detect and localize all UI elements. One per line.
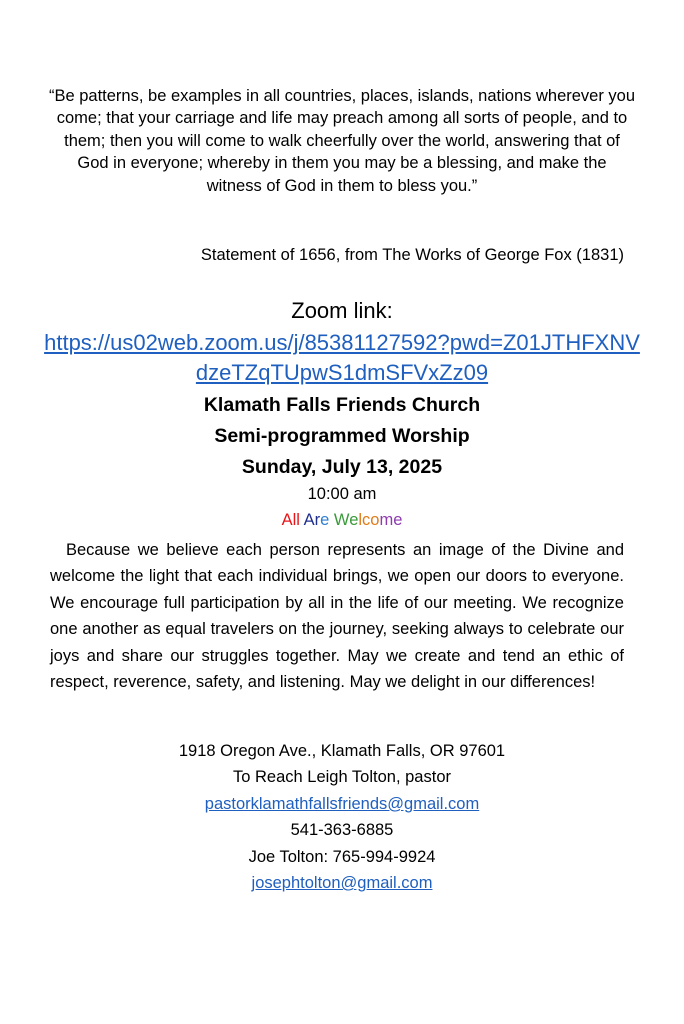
welcome-letter: W: [333, 511, 350, 529]
welcome-letter: e: [393, 511, 403, 529]
contact-block: [0, 738, 684, 896]
zoom-label: Zoom link:: [291, 298, 393, 323]
pastor-phone: 541-363-6885: [290, 821, 394, 840]
welcome-letter: A: [303, 511, 315, 529]
service-time: 10:00 am: [307, 485, 377, 503]
service-date: Sunday, July 13, 2025: [241, 456, 443, 478]
zoom-link[interactable]: https://us02web.zoom.us/j/85381127592?pwd=Z01JTHFXNVdzeTZqTUpwS1dmSFVxZz09: [44, 330, 640, 385]
service-type: Semi-programmed Worship: [214, 425, 470, 447]
welcome-letter: l: [292, 511, 297, 529]
welcome-banner: [0, 509, 684, 531]
pastor-line: To Reach Leigh Tolton, pastor: [232, 768, 451, 787]
welcome-letter: l: [358, 511, 363, 529]
address: 1918 Oregon Ave., Klamath Falls, OR 97601: [178, 742, 506, 760]
welcome-letter: m: [379, 511, 394, 529]
welcome-statement: Because we believe each person represents an image of the Divine and welcome the light that each individual brings, we open our doors to everyone. We encourage full participation by all in the life of our meeting. We recognize one another as equal travelers on the journey, seeking always to celebrate our joys and share our struggles together. May we create and tend an ethic of respect, reverence, safety, and listening. May we delight in our differences!: [50, 541, 624, 692]
welcome-letter: r: [314, 511, 321, 529]
quote-attribution: Statement of 1656, from The Works of George Fox (1831): [200, 246, 624, 264]
welcome-letter: e: [349, 511, 359, 529]
joe-email-link[interactable]: josephtolton@gmail.com: [251, 874, 433, 893]
welcome-letter: l: [296, 511, 300, 529]
welcome-letter: c: [362, 511, 371, 529]
welcome-letter: o: [370, 511, 380, 529]
pastor-email-link[interactable]: pastorklamathfallsfriends@gmail.com: [204, 794, 480, 813]
church-name: Klamath Falls Friends Church: [203, 394, 481, 416]
joe-phone: Joe Tolton: 765-994-9924: [248, 847, 436, 866]
welcome-letter: e: [320, 511, 330, 529]
welcome-letter: A: [281, 511, 293, 529]
quote-text: “Be patterns, be examples in all countries, places, islands, nations wherever you come; that your carriage and life may preach among all sorts of people, and to them; then you will come to walk cheerfully over the world, answering that of God in everyone; whereby in them you may be a blessing, and make the witness of God in them to bless you.”: [48, 87, 636, 195]
